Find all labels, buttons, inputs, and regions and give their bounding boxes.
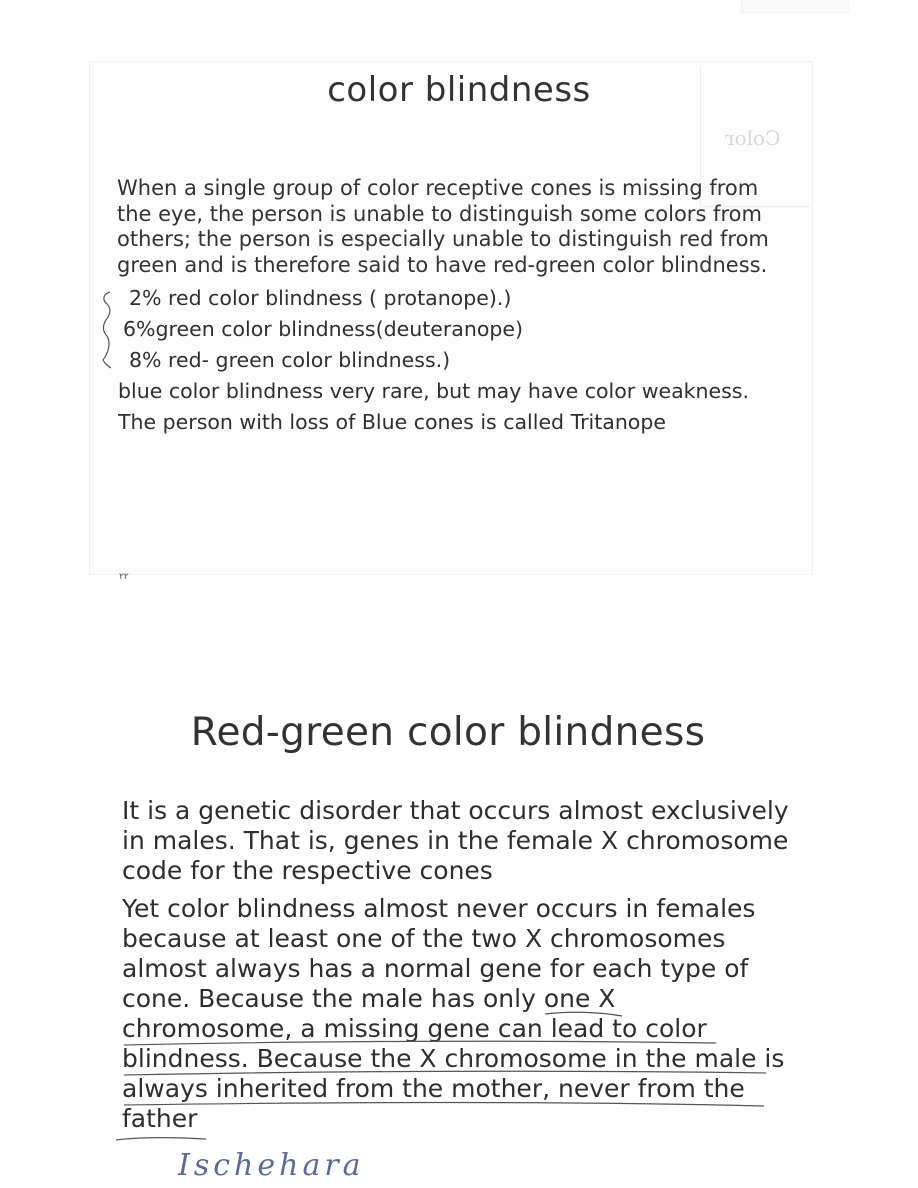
scan-smudge — [740, 0, 850, 14]
list-item: 2% red color blindness ( protanope).) — [129, 286, 512, 310]
list-item: The person with loss of Blue cones is called Tritanope — [118, 410, 666, 434]
slide-2-paragraph-2: Yet color blindness almost never occurs in females because at least one of the two X chromosomes almost always has a normal gene for each type of cone. Because the male has only one X chromosome, a missing gene can lead to color blindness. Because the X chromosome in the male is always inherited from the mother, never from the father — [122, 894, 785, 1133]
slide-1-title: color blindness — [327, 70, 591, 110]
list-item: 6%green color blindness(deuteranope) — [123, 317, 524, 341]
bleed-through-word: Color — [725, 126, 781, 150]
list-item: blue color blindness very rare, but may have color weakness. — [118, 379, 749, 403]
handwritten-note: Ischehara — [178, 1148, 365, 1183]
slide-2-paragraph-1: It is a genetic disorder that occurs almost exclusively in males. That is, genes in the female X chromosome code for the respective cones — [122, 796, 789, 885]
list-item: 8% red- green color blindness.) — [129, 348, 451, 372]
slide-1-list — [118, 283, 818, 438]
slide-1-intro: When a single group of color receptive cones is missing from the eye, the person is unable to distinguish some colors from others; the person is especially unable to distinguish red from green and is therefore said to have red-green color blindness. — [117, 176, 769, 277]
page-number: ۲۲ — [119, 572, 129, 582]
slide-2-title: Red-green color blindness — [190, 710, 706, 755]
